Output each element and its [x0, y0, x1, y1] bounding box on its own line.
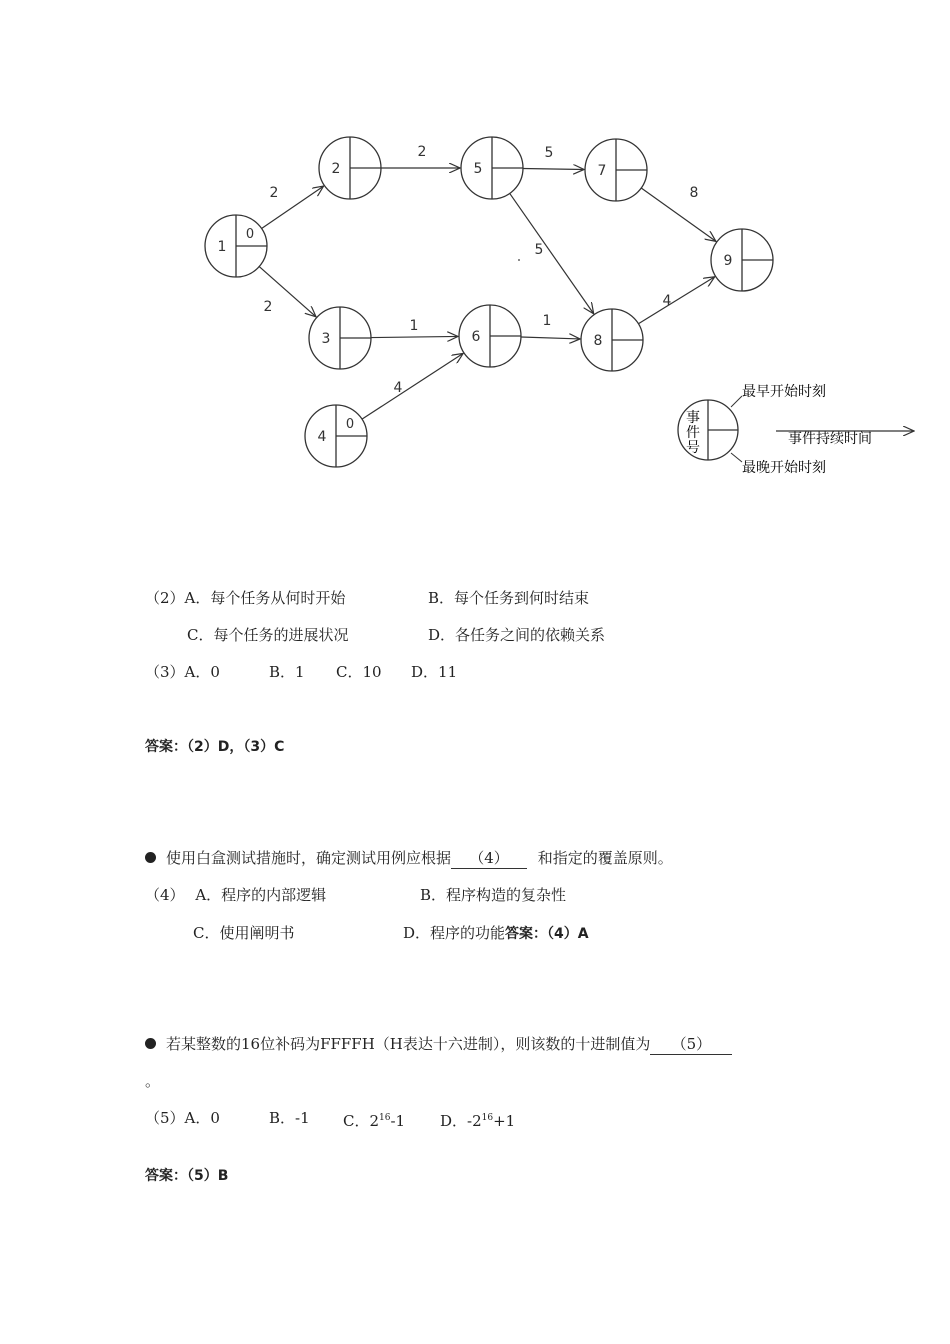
- q3-option-c: C．10: [336, 663, 382, 681]
- node-6: [459, 305, 521, 367]
- q2-options-row2: [187, 625, 606, 645]
- diagram-legend: [678, 384, 914, 476]
- node-3: [309, 307, 371, 369]
- node-id-label: 6: [471, 329, 481, 345]
- q3-option-d: D．11: [411, 663, 458, 681]
- q4-number: （4）: [145, 886, 185, 904]
- q5-option-c-rest: -1: [390, 1112, 406, 1130]
- q5-stem-text: 若某整数的16位补码为FFFFH（H表达十六进制），则该数的十进制值为: [166, 1035, 651, 1053]
- legend-node-char: 事: [686, 410, 700, 426]
- q2-number: （2）: [145, 589, 185, 607]
- q5-option-d-rest: +1: [493, 1112, 516, 1130]
- edge-duration-label: 5: [534, 242, 544, 258]
- q5-stem: [145, 1034, 732, 1055]
- node-id-label: 5: [473, 161, 483, 177]
- node-id-label: 2: [331, 161, 341, 177]
- answer-value: （5）B: [187, 1168, 229, 1184]
- answer-2-3: [145, 737, 284, 757]
- q5-option-c-exp: 16: [379, 1113, 391, 1123]
- answer-value: （2）D，（3）C: [187, 739, 285, 755]
- edge-duration-label: 1: [542, 313, 552, 329]
- q4-options-row2: [193, 923, 589, 943]
- q4-blank: （4）: [451, 848, 527, 869]
- q5-option-c-base: C．2: [343, 1112, 380, 1130]
- node-earliest-value: 0: [245, 227, 255, 242]
- q5-option-b: B．-1: [269, 1109, 310, 1127]
- edge-3-6: [371, 336, 458, 337]
- network-diagram: [0, 0, 950, 500]
- edge-duration-label: 8: [689, 185, 699, 201]
- q5-option-a: A．0: [184, 1109, 220, 1127]
- legend-node-char: 件: [686, 425, 700, 441]
- legend-latest-label: 最晚开始时刻: [742, 460, 826, 476]
- q5-number: （5）: [145, 1109, 185, 1127]
- q5-stem-end: [145, 1071, 160, 1091]
- q5-stem-period: 。: [145, 1072, 161, 1090]
- node-earliest-value: 0: [345, 417, 355, 432]
- q5-blank: （5）: [650, 1034, 732, 1055]
- node-5: [461, 137, 523, 199]
- q4-option-c: C．使用阐明书: [193, 924, 295, 942]
- bullet-icon: [145, 1038, 156, 1049]
- q2-options-row1: [145, 588, 590, 608]
- node-id-label: 7: [597, 163, 607, 179]
- q4-stem-end: 和指定的覆盖原则。: [537, 849, 673, 867]
- answer-5: [145, 1166, 228, 1186]
- edge-7-9: [641, 188, 716, 241]
- q3-option-a: A．0: [184, 663, 220, 681]
- q4-stem-text: 使用白盒测试措施时，确定测试用例应根据: [166, 849, 452, 867]
- node-id-label: 9: [723, 253, 733, 269]
- node-4: [305, 405, 367, 467]
- edge-5-8: [510, 193, 594, 313]
- stray-dot: [518, 259, 520, 261]
- edge-duration-label: 4: [662, 293, 672, 309]
- q4-answer-value: （4）A: [547, 926, 589, 942]
- answer-label: 答案：: [145, 739, 187, 755]
- q3-option-b: B．1: [269, 663, 305, 681]
- q2-option-d: D．各任务之间的依赖关系: [428, 626, 606, 644]
- edge-5-7: [523, 168, 584, 169]
- edge-4-6: [362, 353, 463, 419]
- node-id-label: 1: [217, 239, 227, 255]
- node-id-label: 4: [317, 429, 327, 445]
- q4-option-d: D．程序的功能: [403, 924, 506, 942]
- q3-number: （3）: [145, 663, 185, 681]
- answer-label: 答案：: [145, 1168, 187, 1184]
- q2-option-c: C．每个任务的进展状况: [187, 626, 349, 644]
- node-2: [319, 137, 381, 199]
- q5-option-c: [343, 1108, 405, 1131]
- q4-option-d-group: [403, 923, 589, 944]
- node-9: [711, 229, 773, 291]
- bullet-icon: [145, 852, 156, 863]
- node-8: [581, 309, 643, 371]
- q5-option-d-base: D．-2: [440, 1112, 482, 1130]
- edge-duration-label: 1: [409, 318, 419, 334]
- legend-earliest-label: 最早开始时刻: [742, 384, 826, 400]
- edge-8-9: [638, 277, 714, 324]
- edge-duration-label: 2: [417, 144, 427, 160]
- q5-option-d-exp: 16: [481, 1113, 494, 1123]
- q4-answer-label: 答案：: [505, 926, 548, 942]
- edge-duration-label: 2: [263, 299, 273, 315]
- q2-option-a: A．每个任务从何时开始: [184, 589, 346, 607]
- q4-stem: [145, 848, 673, 869]
- edge-duration-label: 2: [269, 185, 279, 201]
- legend-node-char: 号: [686, 440, 700, 456]
- q2-option-b: B．每个任务到何时结束: [428, 589, 590, 607]
- legend-duration-label: 事件持续时间: [788, 431, 872, 447]
- node-id-label: 3: [321, 331, 331, 347]
- edge-duration-label: 4: [393, 380, 403, 396]
- q5-options-row: [145, 1108, 516, 1130]
- q4-options-row1: [145, 885, 567, 905]
- edge-duration-label: 5: [544, 145, 554, 161]
- node-id-label: 8: [593, 333, 603, 349]
- node-1: [205, 215, 267, 277]
- q4-option-a: A．程序的内部逻辑: [195, 886, 327, 904]
- q4-option-b: B．程序构造的复杂性: [420, 886, 567, 904]
- q3-options-row: [145, 662, 458, 682]
- edge-6-8: [521, 337, 580, 339]
- q5-option-d: [440, 1108, 515, 1131]
- node-7: [585, 139, 647, 201]
